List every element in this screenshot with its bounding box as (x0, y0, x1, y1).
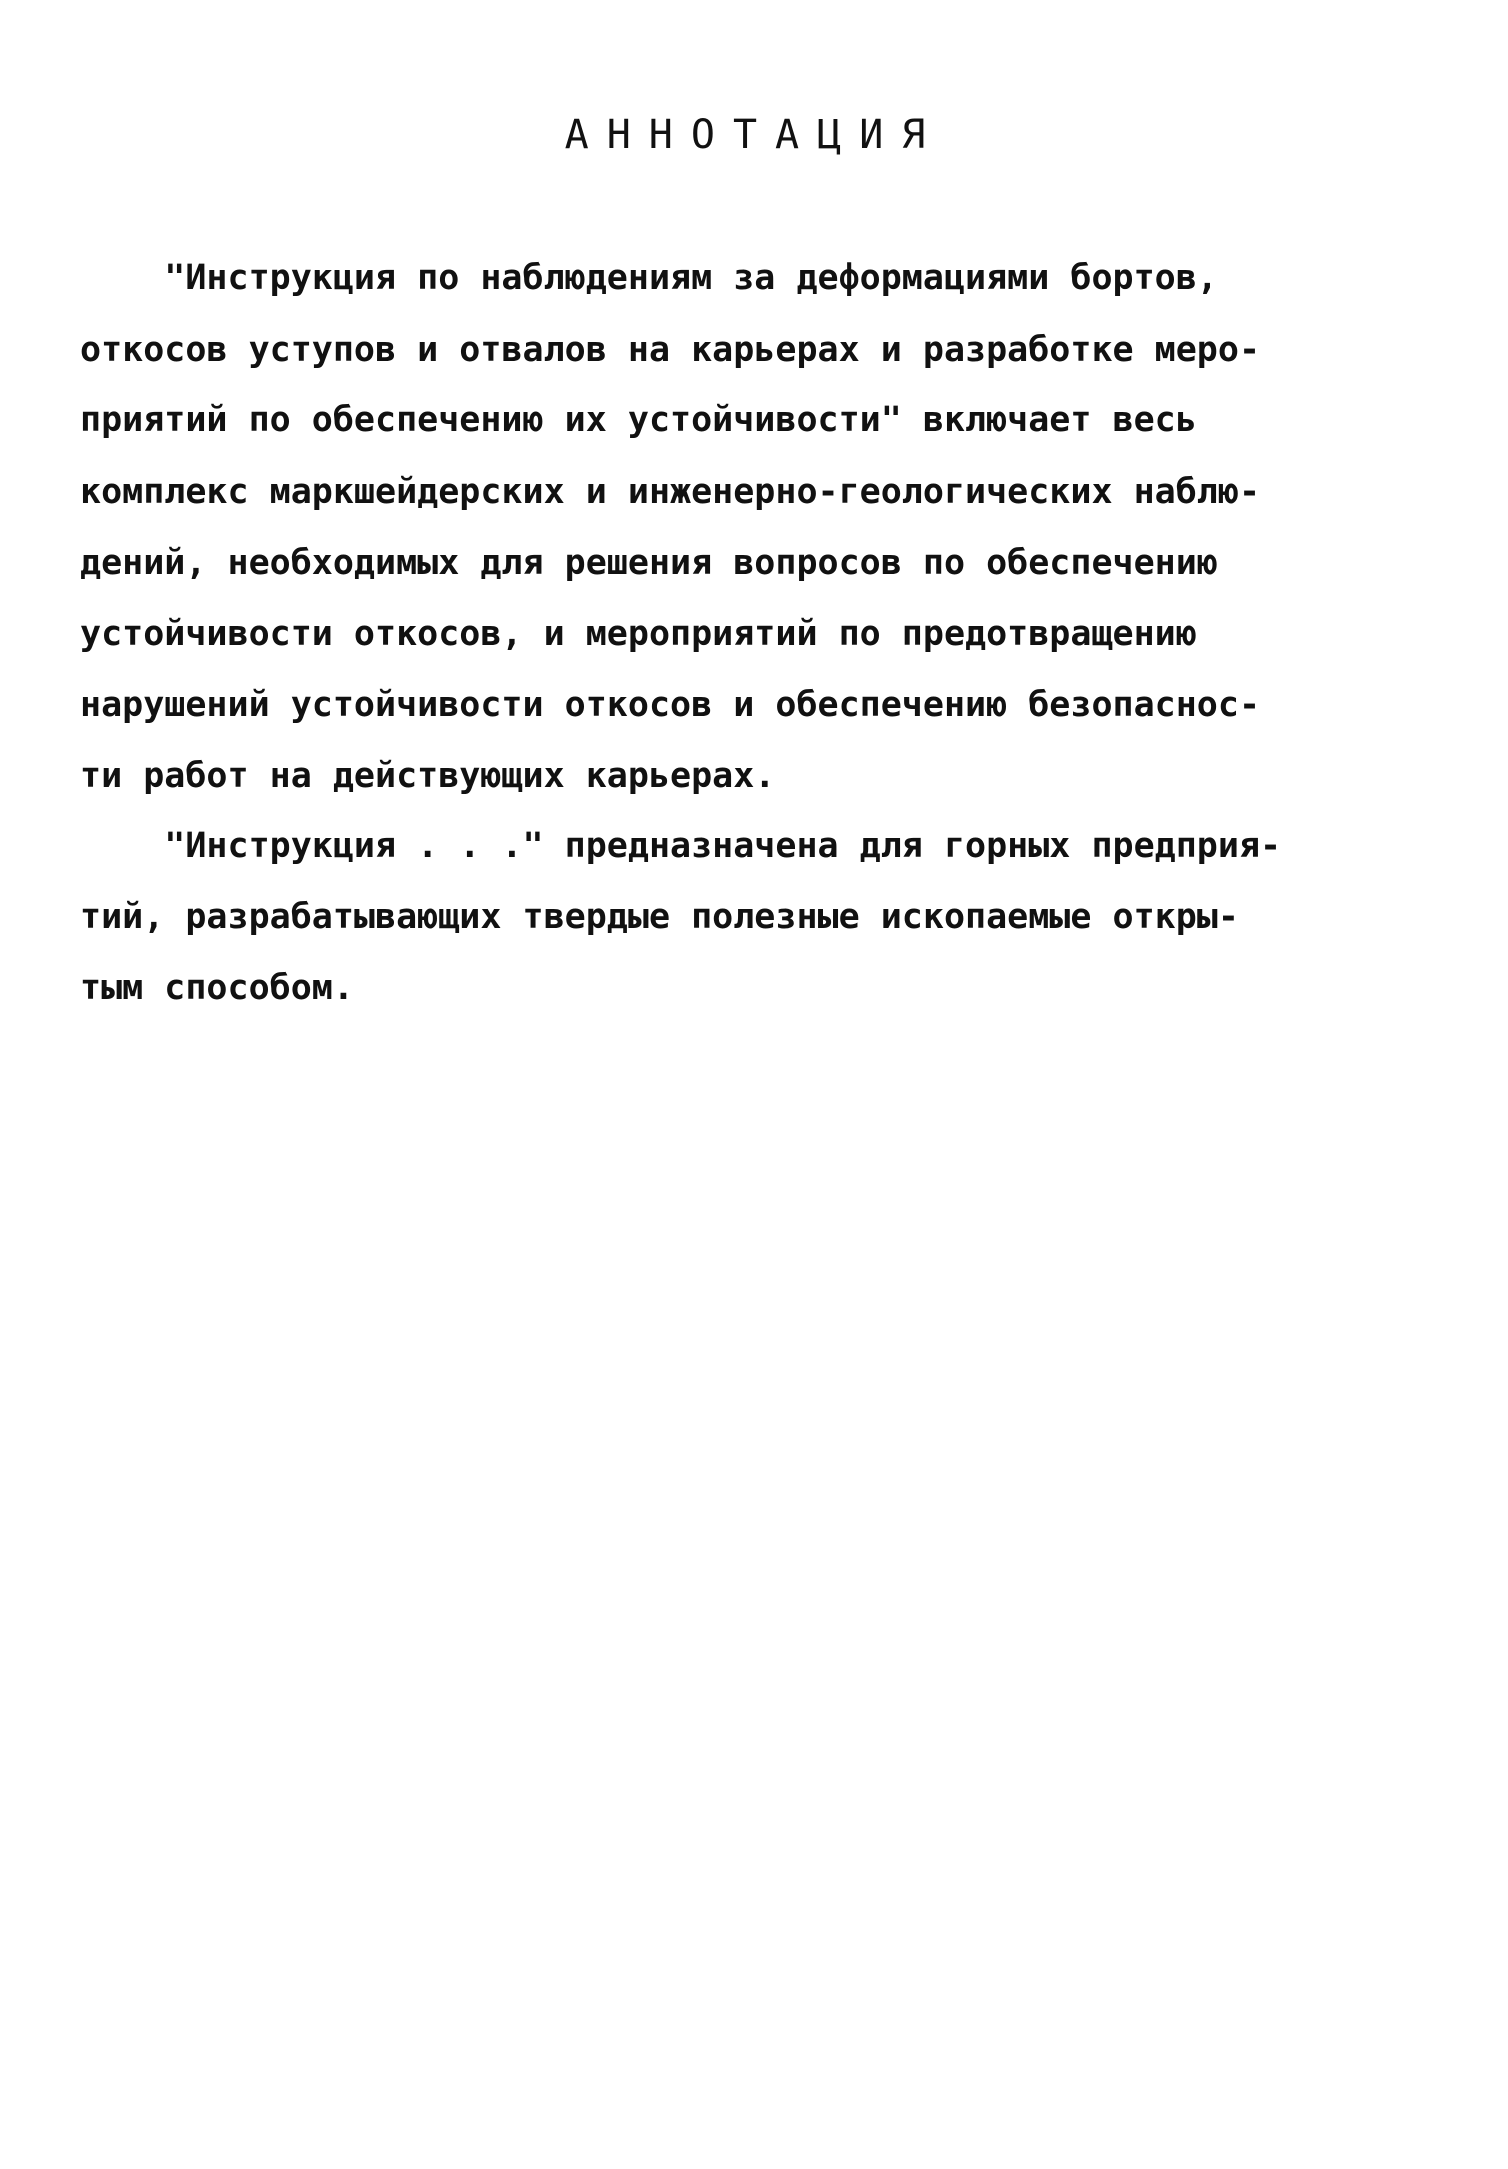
text-line-6: устойчивости откосов, и мероприятий по предотвращению (80, 614, 1197, 654)
text-line-2: откосов уступов и отвалов на карьерах и разработке меро- (80, 330, 1261, 370)
text-line-5: дений, необходимых для решения вопросов по обеспечению (80, 543, 1218, 583)
text-line-9: "Инструкция . . ." предназначена для горных предприя- (80, 826, 1282, 866)
text-line-10: тий, разрабатывающих твердые полезные ископаемые откры- (80, 897, 1239, 937)
document-title: АННОТАЦИЯ (564, 112, 944, 158)
text-line-1: "Инструкция по наблюдениям за деформациями бортов, (80, 258, 1218, 298)
text-line-7: нарушений устойчивости откосов и обеспечению безопаснос- (80, 685, 1261, 725)
text-line-3: приятий по обеспечению их устойчивости" включает весь (80, 400, 1197, 440)
text-line-4: комплекс маркшейдерских и инженерно-геологических наблю- (80, 472, 1261, 512)
text-line-8: ти работ на действующих карьерах. (80, 756, 776, 796)
text-line-11: тым способом. (80, 968, 354, 1008)
